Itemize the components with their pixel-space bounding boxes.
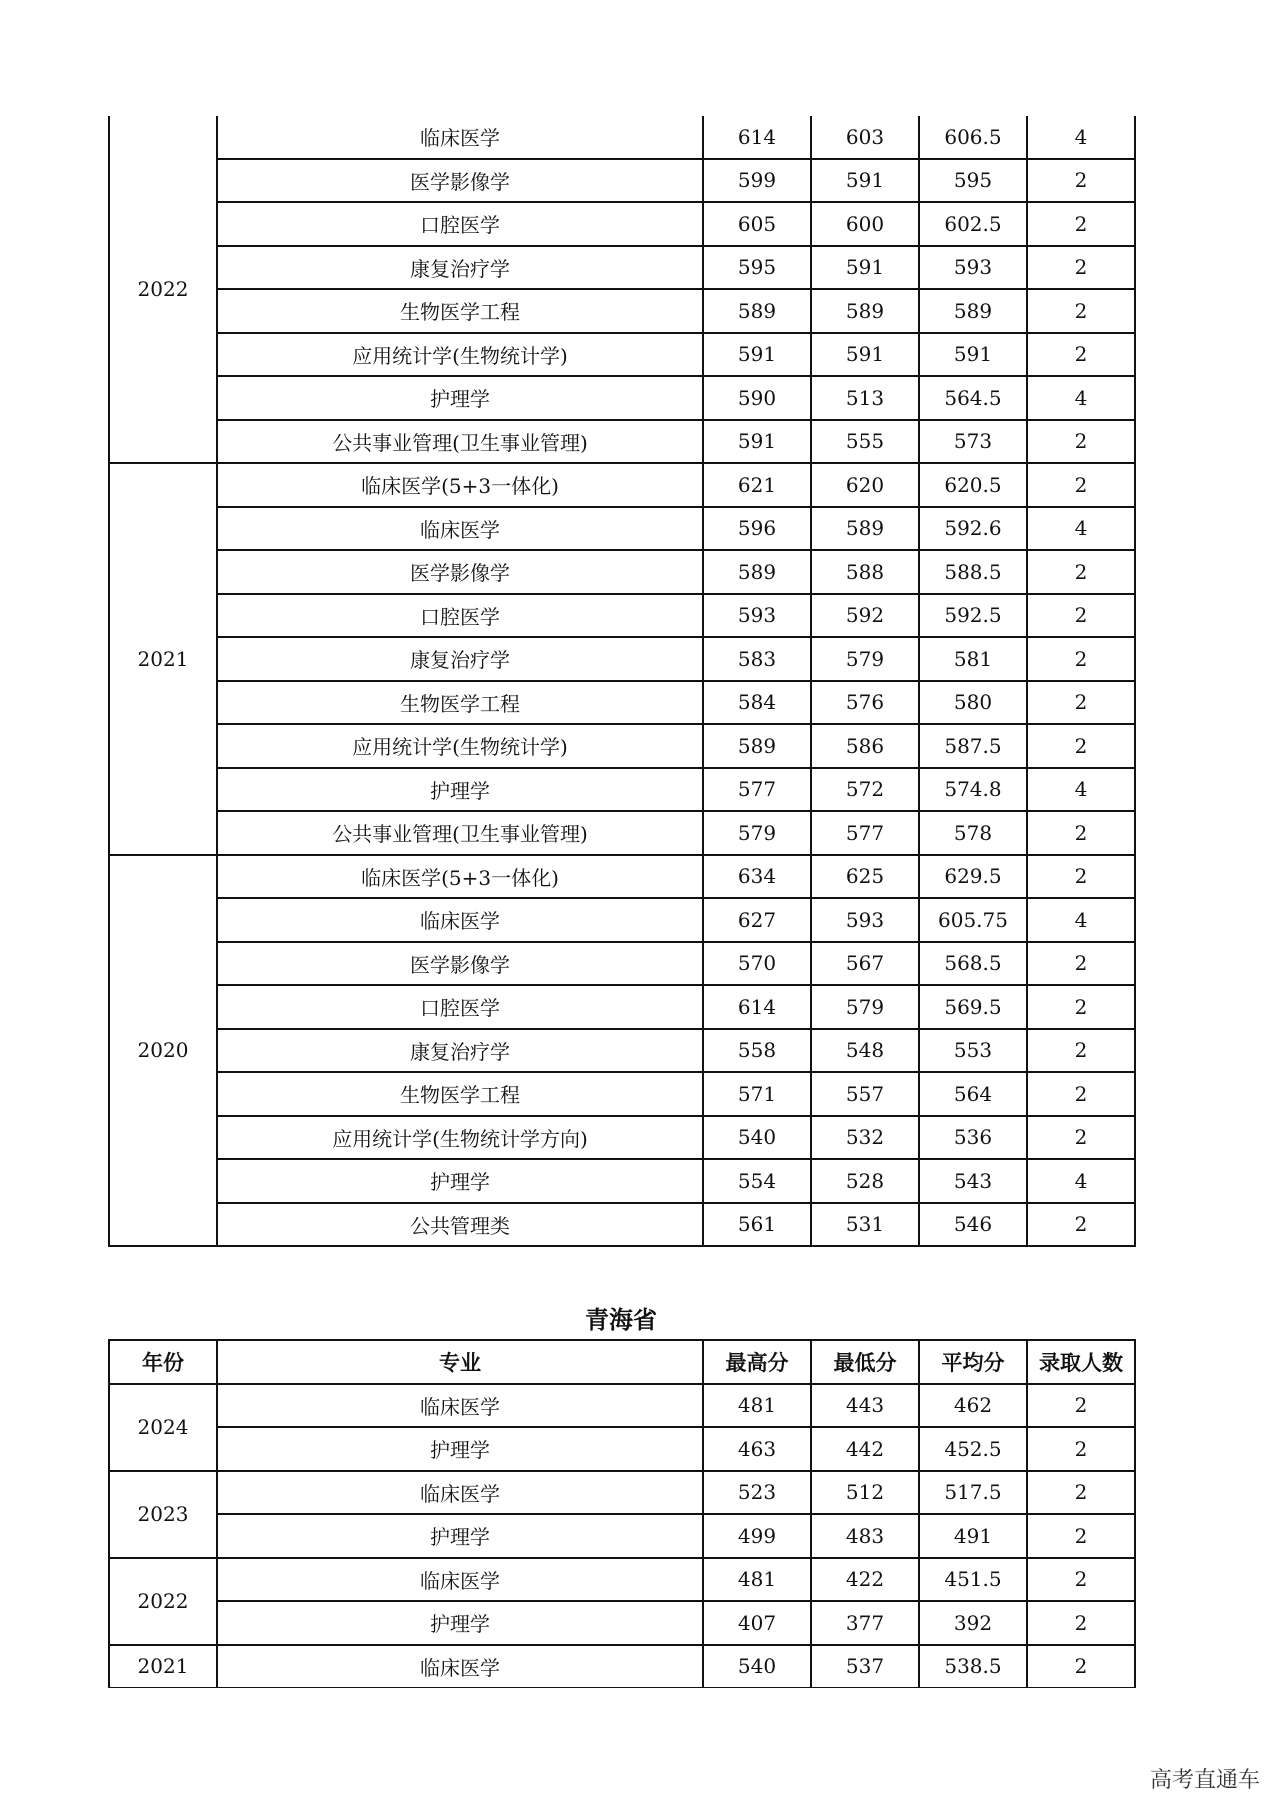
table-row (109, 376, 1135, 420)
count-cell: 2 (1027, 550, 1135, 594)
count-cell: 2 (1027, 1601, 1135, 1645)
min-cell: 557 (811, 1072, 919, 1116)
major-cell: 临床医学 (217, 507, 703, 551)
major-cell: 护理学 (217, 1601, 703, 1645)
max-cell: 579 (703, 811, 811, 855)
min-cell: 422 (811, 1558, 919, 1602)
avg-cell: 629.5 (919, 855, 1027, 899)
min-cell: 555 (811, 420, 919, 464)
avg-cell: 595 (919, 159, 1027, 203)
table-row (109, 420, 1135, 464)
avg-cell: 587.5 (919, 724, 1027, 768)
count-cell: 4 (1027, 768, 1135, 812)
count-cell: 2 (1027, 985, 1135, 1029)
header-min: 最低分 (811, 1340, 919, 1384)
count-cell: 2 (1027, 463, 1135, 507)
min-cell: 548 (811, 1029, 919, 1073)
year-cell: 2023 (109, 1471, 217, 1558)
avg-cell: 451.5 (919, 1558, 1027, 1602)
major-cell: 口腔医学 (217, 202, 703, 246)
table-row (109, 811, 1135, 855)
avg-cell: 578 (919, 811, 1027, 855)
avg-cell: 574.8 (919, 768, 1027, 812)
count-cell: 2 (1027, 855, 1135, 899)
avg-cell: 605.75 (919, 898, 1027, 942)
max-cell: 583 (703, 637, 811, 681)
major-cell: 临床医学(5+3一体化) (217, 855, 703, 899)
min-cell: 528 (811, 1159, 919, 1203)
min-cell: 603 (811, 116, 919, 159)
min-cell: 531 (811, 1203, 919, 1247)
table-row (109, 246, 1135, 290)
table-header-row (109, 1340, 1135, 1384)
table-row (109, 942, 1135, 986)
count-cell: 2 (1027, 1645, 1135, 1689)
max-cell: 481 (703, 1384, 811, 1428)
table-row (109, 1427, 1135, 1471)
min-cell: 591 (811, 333, 919, 377)
major-cell: 应用统计学(生物统计学方向) (217, 1116, 703, 1160)
avg-cell: 462 (919, 1384, 1027, 1428)
year-cell: 2022 (109, 1558, 217, 1645)
max-cell: 561 (703, 1203, 811, 1247)
table-row (109, 1558, 1135, 1602)
table-row (109, 159, 1135, 203)
avg-cell: 573 (919, 420, 1027, 464)
count-cell: 2 (1027, 1514, 1135, 1558)
major-cell: 公共事业管理(卫生事业管理) (217, 420, 703, 464)
avg-cell: 543 (919, 1159, 1027, 1203)
avg-cell: 593 (919, 246, 1027, 290)
count-cell: 2 (1027, 1203, 1135, 1247)
header-year: 年份 (109, 1340, 217, 1384)
min-cell: 593 (811, 898, 919, 942)
table-row (109, 333, 1135, 377)
major-cell: 康复治疗学 (217, 637, 703, 681)
min-cell: 572 (811, 768, 919, 812)
count-cell: 2 (1027, 1427, 1135, 1471)
max-cell: 584 (703, 681, 811, 725)
avg-cell: 591 (919, 333, 1027, 377)
avg-cell: 568.5 (919, 942, 1027, 986)
major-cell: 生物医学工程 (217, 1072, 703, 1116)
avg-cell: 536 (919, 1116, 1027, 1160)
max-cell: 634 (703, 855, 811, 899)
major-cell: 生物医学工程 (217, 289, 703, 333)
count-cell: 2 (1027, 333, 1135, 377)
count-cell: 2 (1027, 420, 1135, 464)
max-cell: 523 (703, 1471, 811, 1515)
max-cell: 591 (703, 333, 811, 377)
year-cell: 2021 (109, 463, 217, 855)
max-cell: 577 (703, 768, 811, 812)
avg-cell: 452.5 (919, 1427, 1027, 1471)
table-row (109, 202, 1135, 246)
count-cell: 2 (1027, 1029, 1135, 1073)
avg-cell: 592.6 (919, 507, 1027, 551)
table-row (109, 1029, 1135, 1073)
max-cell: 589 (703, 724, 811, 768)
header-count: 录取人数 (1027, 1340, 1135, 1384)
min-cell: 588 (811, 550, 919, 594)
avg-cell: 491 (919, 1514, 1027, 1558)
table-row (109, 768, 1135, 812)
count-cell: 2 (1027, 637, 1135, 681)
max-cell: 590 (703, 376, 811, 420)
min-cell: 567 (811, 942, 919, 986)
major-cell: 口腔医学 (217, 594, 703, 638)
min-cell: 513 (811, 376, 919, 420)
major-cell: 公共事业管理(卫生事业管理) (217, 811, 703, 855)
min-cell: 620 (811, 463, 919, 507)
major-cell: 临床医学 (217, 1645, 703, 1689)
max-cell: 591 (703, 420, 811, 464)
min-cell: 443 (811, 1384, 919, 1428)
max-cell: 621 (703, 463, 811, 507)
major-cell: 临床医学 (217, 898, 703, 942)
min-cell: 625 (811, 855, 919, 899)
qinghai-scores-table (108, 1339, 1136, 1689)
table-row (109, 594, 1135, 638)
avg-cell: 588.5 (919, 550, 1027, 594)
count-cell: 2 (1027, 1384, 1135, 1428)
table-row (109, 985, 1135, 1029)
min-cell: 586 (811, 724, 919, 768)
table-row (109, 637, 1135, 681)
max-cell: 463 (703, 1427, 811, 1471)
count-cell: 2 (1027, 724, 1135, 768)
max-cell: 614 (703, 985, 811, 1029)
count-cell: 4 (1027, 116, 1135, 159)
section-title-qinghai: 青海省 (585, 1306, 657, 1334)
major-cell: 康复治疗学 (217, 1029, 703, 1073)
avg-cell: 592.5 (919, 594, 1027, 638)
year-cell: 2022 (109, 116, 217, 463)
count-cell: 2 (1027, 246, 1135, 290)
table-row (109, 1203, 1135, 1247)
avg-cell: 580 (919, 681, 1027, 725)
max-cell: 481 (703, 1558, 811, 1602)
count-cell: 2 (1027, 289, 1135, 333)
avg-cell: 620.5 (919, 463, 1027, 507)
count-cell: 2 (1027, 811, 1135, 855)
min-cell: 537 (811, 1645, 919, 1689)
count-cell: 4 (1027, 507, 1135, 551)
min-cell: 592 (811, 594, 919, 638)
max-cell: 627 (703, 898, 811, 942)
count-cell: 2 (1027, 1558, 1135, 1602)
table-row (109, 1384, 1135, 1428)
major-cell: 生物医学工程 (217, 681, 703, 725)
table-row (109, 855, 1135, 899)
major-cell: 护理学 (217, 1514, 703, 1558)
table-row (109, 1159, 1135, 1203)
max-cell: 599 (703, 159, 811, 203)
table-row (109, 1645, 1135, 1689)
table-row (109, 898, 1135, 942)
year-cell: 2024 (109, 1384, 217, 1471)
min-cell: 532 (811, 1116, 919, 1160)
min-cell: 377 (811, 1601, 919, 1645)
avg-cell: 517.5 (919, 1471, 1027, 1515)
max-cell: 540 (703, 1645, 811, 1689)
count-cell: 2 (1027, 594, 1135, 638)
table-row (109, 724, 1135, 768)
min-cell: 591 (811, 246, 919, 290)
max-cell: 614 (703, 116, 811, 159)
major-cell: 护理学 (217, 768, 703, 812)
count-cell: 4 (1027, 898, 1135, 942)
avg-cell: 392 (919, 1601, 1027, 1645)
major-cell: 口腔医学 (217, 985, 703, 1029)
count-cell: 2 (1027, 942, 1135, 986)
min-cell: 577 (811, 811, 919, 855)
major-cell: 应用统计学(生物统计学) (217, 333, 703, 377)
major-cell: 应用统计学(生物统计学) (217, 724, 703, 768)
max-cell: 554 (703, 1159, 811, 1203)
header-avg: 平均分 (919, 1340, 1027, 1384)
major-cell: 临床医学 (217, 116, 703, 159)
max-cell: 558 (703, 1029, 811, 1073)
min-cell: 579 (811, 985, 919, 1029)
admission-scores-table-continued (108, 116, 1136, 1247)
avg-cell: 546 (919, 1203, 1027, 1247)
max-cell: 540 (703, 1116, 811, 1160)
major-cell: 临床医学 (217, 1384, 703, 1428)
header-max: 最高分 (703, 1340, 811, 1384)
major-cell: 护理学 (217, 1159, 703, 1203)
table-row (109, 1072, 1135, 1116)
major-cell: 康复治疗学 (217, 246, 703, 290)
avg-cell: 581 (919, 637, 1027, 681)
max-cell: 595 (703, 246, 811, 290)
table-row (109, 1471, 1135, 1515)
table-row (109, 463, 1135, 507)
table-row (109, 289, 1135, 333)
major-cell: 临床医学(5+3一体化) (217, 463, 703, 507)
count-cell: 2 (1027, 159, 1135, 203)
max-cell: 589 (703, 550, 811, 594)
max-cell: 407 (703, 1601, 811, 1645)
max-cell: 593 (703, 594, 811, 638)
avg-cell: 553 (919, 1029, 1027, 1073)
max-cell: 596 (703, 507, 811, 551)
major-cell: 临床医学 (217, 1471, 703, 1515)
avg-cell: 538.5 (919, 1645, 1027, 1689)
min-cell: 442 (811, 1427, 919, 1471)
table-row (109, 116, 1135, 159)
year-cell: 2021 (109, 1645, 217, 1689)
avg-cell: 564 (919, 1072, 1027, 1116)
avg-cell: 602.5 (919, 202, 1027, 246)
min-cell: 589 (811, 289, 919, 333)
min-cell: 589 (811, 507, 919, 551)
major-cell: 医学影像学 (217, 159, 703, 203)
watermark-text: 高考直通车 (1149, 1768, 1260, 1793)
max-cell: 570 (703, 942, 811, 986)
major-cell: 护理学 (217, 1427, 703, 1471)
count-cell: 2 (1027, 202, 1135, 246)
avg-cell: 569.5 (919, 985, 1027, 1029)
max-cell: 605 (703, 202, 811, 246)
count-cell: 4 (1027, 376, 1135, 420)
page-clip (100, 1688, 1160, 1728)
table-row (109, 1116, 1135, 1160)
major-cell: 公共管理类 (217, 1203, 703, 1247)
header-major: 专业 (217, 1340, 703, 1384)
avg-cell: 589 (919, 289, 1027, 333)
count-cell: 4 (1027, 1159, 1135, 1203)
table-row (109, 550, 1135, 594)
major-cell: 临床医学 (217, 1558, 703, 1602)
max-cell: 499 (703, 1514, 811, 1558)
min-cell: 512 (811, 1471, 919, 1515)
count-cell: 2 (1027, 1072, 1135, 1116)
table-row (109, 1514, 1135, 1558)
year-cell: 2020 (109, 855, 217, 1247)
count-cell: 2 (1027, 1471, 1135, 1515)
min-cell: 591 (811, 159, 919, 203)
major-cell: 医学影像学 (217, 942, 703, 986)
max-cell: 589 (703, 289, 811, 333)
major-cell: 医学影像学 (217, 550, 703, 594)
table-row (109, 507, 1135, 551)
count-cell: 2 (1027, 1116, 1135, 1160)
min-cell: 483 (811, 1514, 919, 1558)
min-cell: 600 (811, 202, 919, 246)
max-cell: 571 (703, 1072, 811, 1116)
min-cell: 579 (811, 637, 919, 681)
avg-cell: 564.5 (919, 376, 1027, 420)
table-row (109, 681, 1135, 725)
count-cell: 2 (1027, 681, 1135, 725)
table-row (109, 1601, 1135, 1645)
min-cell: 576 (811, 681, 919, 725)
avg-cell: 606.5 (919, 116, 1027, 159)
major-cell: 护理学 (217, 376, 703, 420)
